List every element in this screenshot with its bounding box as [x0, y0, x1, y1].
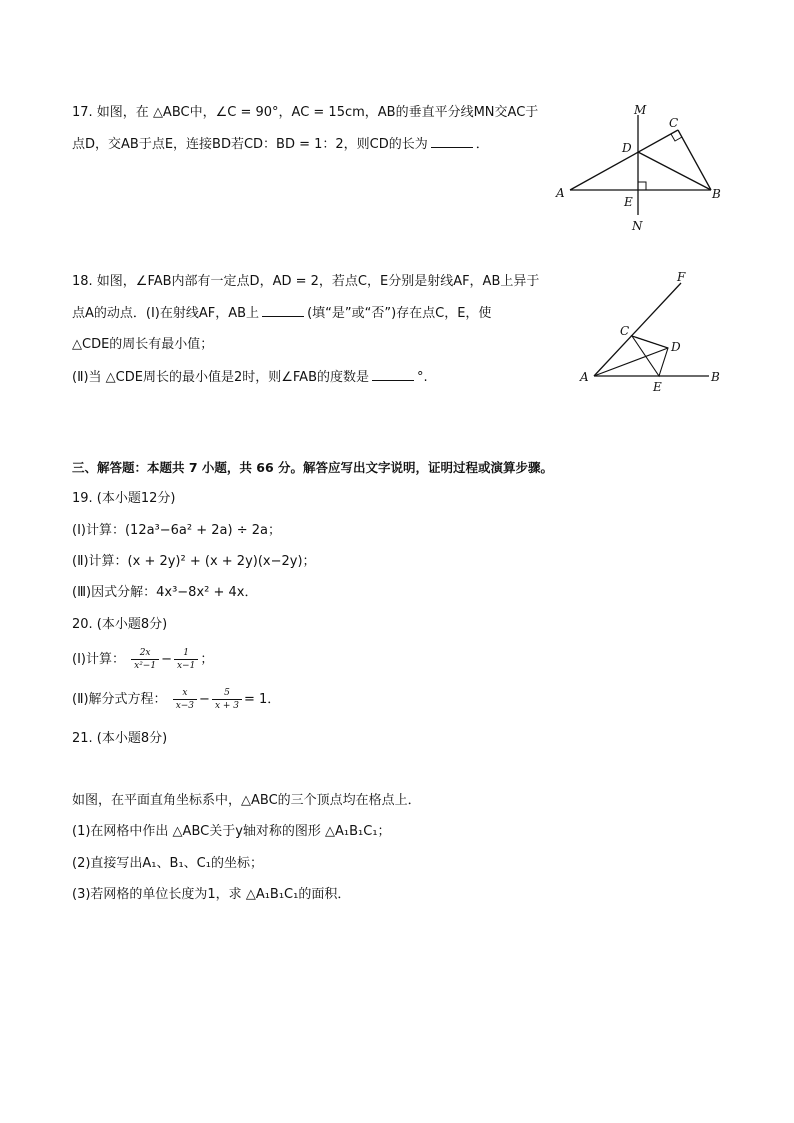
q20-part1-fraction-2	[174, 647, 198, 672]
q18-line1: 18. 如图，∠FAB内部有一定点D，AD = 2，若点C，E分别是射线AF，AB上异于	[72, 274, 540, 289]
q17-line1: 17. 如图，在 △ABC中，∠C = 90°，AC = 15cm，AB的垂直平分线MN交AC于	[72, 105, 539, 120]
q20-part1-fraction-1	[131, 647, 159, 672]
q18-line4-text: (Ⅱ)当 △CDE周长的最小值是2时，则∠FAB的度数是	[72, 370, 369, 385]
q18-line3: △CDE的周长有最小值；	[72, 337, 214, 352]
q20-p1-op: −	[161, 652, 172, 667]
q17-answer-blank[interactable]	[431, 134, 473, 148]
q18-label-A: A	[580, 370, 589, 384]
q18-label-F: F	[677, 270, 686, 284]
q21-item2: (2)直接写出A₁、B₁、C₁的坐标；	[72, 856, 263, 871]
q19-part3: (Ⅲ)因式分解：4x³−8x² + 4x．	[72, 585, 258, 600]
q20-p2-f2-den: x + 3	[214, 701, 240, 711]
q20-p1-f2-den: x−1	[176, 661, 196, 671]
section3-heading: 三、解答题：本题共 7 小题，共 66 分。解答应写出文字说明，证明过程或演算步骤。	[72, 460, 554, 475]
q20-p2-end: = 1．	[244, 692, 281, 707]
q17-line2-end: ．	[475, 137, 489, 152]
q19-part2: (Ⅱ)计算：(x + 2y)² + (x + 2y)(x−2y)；	[72, 554, 316, 569]
q20-p2-f1-den: x−3	[175, 701, 195, 711]
q18-line-CD	[632, 336, 668, 348]
q17-label-M: M	[634, 103, 647, 117]
q17-label-B: B	[712, 187, 721, 201]
q21-item3: (3)若网格的单位长度为1，求 △A₁B₁C₁的面积．	[72, 887, 351, 902]
q18-line2-text: 点A的动点．(Ⅰ)在射线AF，AB上	[72, 306, 260, 321]
q18-line4-end: °.	[417, 370, 428, 385]
q21-title: 21. (本小题8分)	[72, 731, 168, 746]
q21-item1: (1)在网格中作出 △ABC关于y轴对称的图形 △A₁B₁C₁；	[72, 824, 391, 839]
q17-label-N: N	[632, 219, 643, 233]
q18-label-D: D	[671, 340, 681, 354]
q17-label-C: C	[669, 116, 679, 130]
q18-line2-end: (填“是”或“否”)存在点C，E，使	[307, 306, 492, 321]
q17-line-AC	[570, 130, 678, 190]
q19-part1: (Ⅰ)计算：(12a³−6a² + 2a) ÷ 2a；	[72, 523, 281, 538]
q20-p1-end: ；	[200, 652, 214, 667]
q19-title: 19. (本小题12分)	[72, 491, 176, 506]
q20-part2	[72, 685, 280, 715]
q20-p1-f1-den: x²−1	[134, 661, 157, 671]
q18-answer-blank-1[interactable]	[262, 303, 304, 317]
q20-p2-op: −	[199, 692, 210, 707]
q17-label-D: D	[622, 141, 632, 155]
q18-figure	[575, 268, 735, 396]
q17-label-E: E	[624, 195, 633, 209]
q20-p1-f2-num: 1	[174, 647, 198, 660]
q18-line-AD	[594, 348, 668, 376]
q18-line4	[72, 367, 428, 388]
q20-title: 20. (本小题8分)	[72, 617, 168, 632]
q17-line2-text: 点D，交AB于点E，连接BD若CD：BD = 1：2，则CD的长为	[72, 137, 428, 152]
q20-p2-f2-num: 5	[212, 687, 242, 700]
q17-label-A: A	[556, 186, 565, 200]
q17-line2	[72, 134, 489, 155]
q20-p2-f1-num: x	[173, 687, 197, 700]
q20-part2-label: (Ⅱ)解分式方程：	[72, 692, 167, 707]
q18-label-C: C	[620, 324, 630, 338]
q18-line2	[72, 303, 491, 324]
q20-part1	[72, 645, 213, 675]
q20-p1-f1-num: 2x	[131, 647, 159, 660]
q17-figure	[548, 100, 738, 235]
q20-part2-fraction-2	[212, 687, 242, 712]
q21-intro: 如图，在平面直角坐标系中，△ABC的三个顶点均在格点上．	[72, 793, 421, 808]
q18-label-B: B	[711, 370, 720, 384]
q18-answer-blank-2[interactable]	[372, 367, 414, 381]
q18-ray-AF	[594, 283, 681, 376]
q20-part2-fraction-1	[173, 687, 197, 712]
q17-right-angle-E	[638, 182, 646, 190]
q18-label-E: E	[653, 380, 662, 394]
q20-part1-label: (Ⅰ)计算：	[72, 652, 125, 667]
